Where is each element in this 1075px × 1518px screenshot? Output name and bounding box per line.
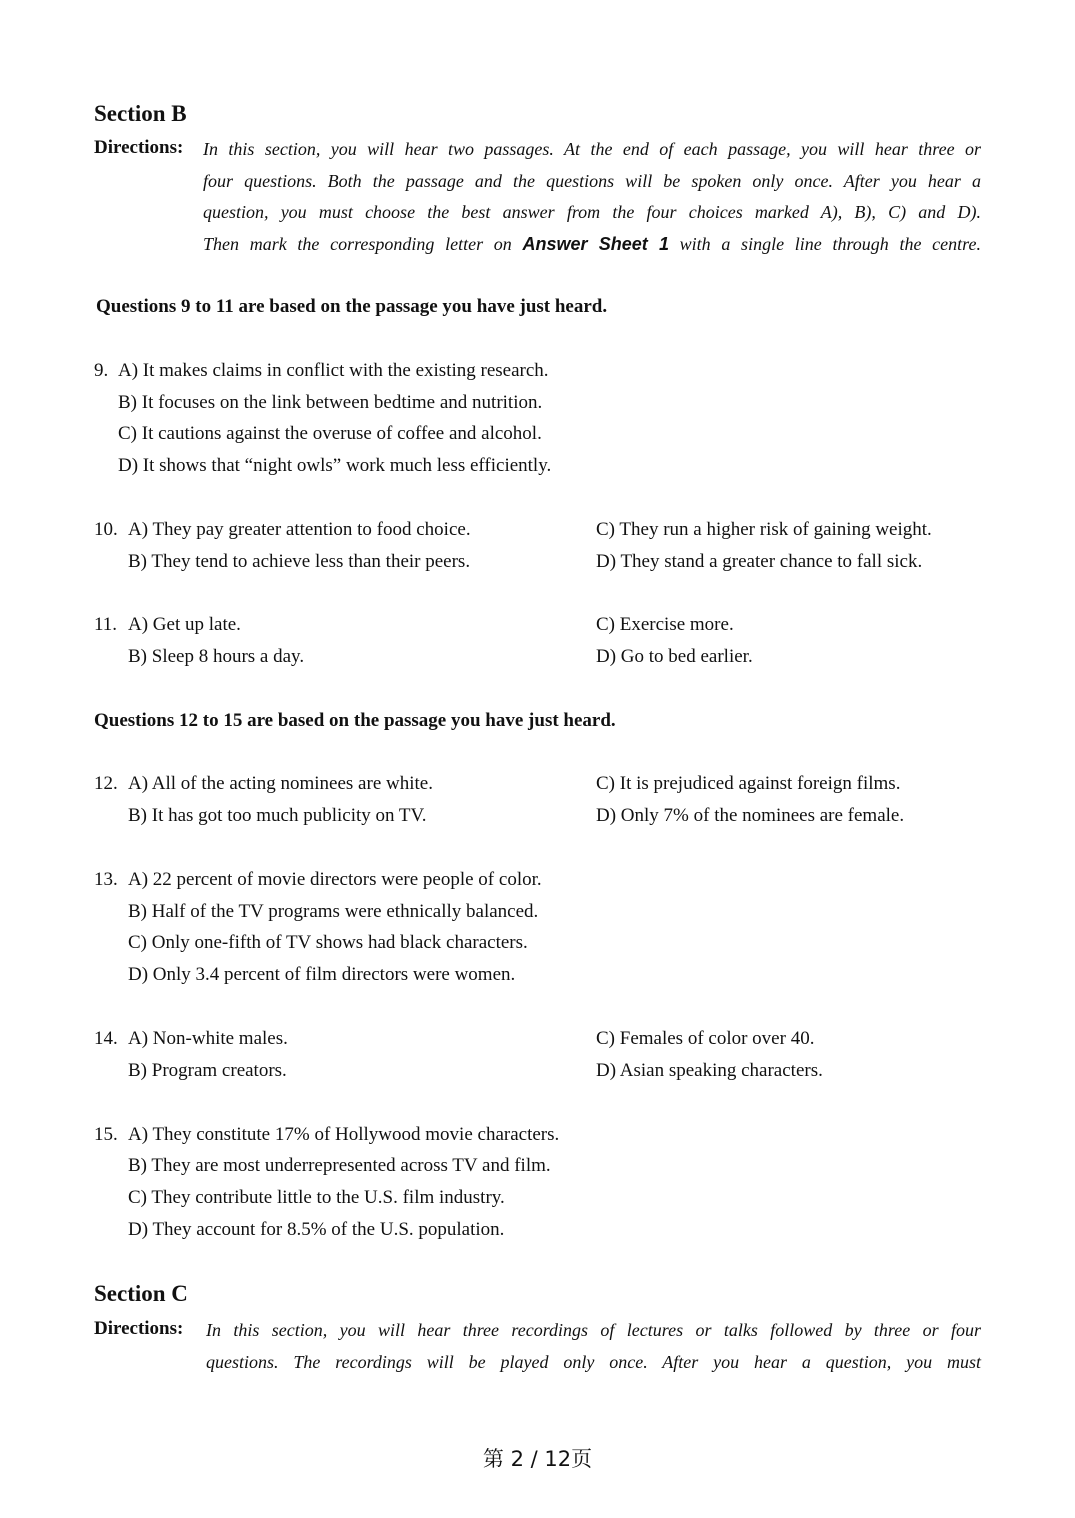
- directions-last-prefix: Then mark the corresponding letter on: [203, 233, 523, 254]
- q14-number: 14.: [94, 1028, 118, 1049]
- q12-option-b[interactable]: B) It has got too much publicity on TV.: [128, 805, 427, 826]
- q13-number: 13.: [94, 869, 118, 890]
- group2-heading: Questions 12 to 15 are based on the passage you have just heard.: [94, 710, 616, 731]
- q13-option-b[interactable]: B) Half of the TV programs were ethnically balanced.: [128, 901, 539, 922]
- section-c-directions-label: Directions:: [94, 1318, 184, 1339]
- q13-option-c[interactable]: C) Only one-fifth of TV shows had black characters.: [128, 932, 528, 953]
- q11-option-d[interactable]: D) Go to bed earlier.: [596, 646, 753, 667]
- q13-option-a[interactable]: A) 22 percent of movie directors were people of color.: [128, 869, 542, 890]
- group1-heading: Questions 9 to 11 are based on the passage you have just heard.: [96, 296, 608, 317]
- q9-number: 9.: [94, 360, 109, 381]
- q15-number: 15.: [94, 1124, 118, 1145]
- directions-line: questions. The recordings will be played only once. After you hear a question, you must: [206, 1351, 981, 1372]
- section-c-title: Section C: [94, 1281, 188, 1306]
- q9-option-a[interactable]: A) It makes claims in conflict with the existing research.: [118, 360, 549, 381]
- q10-number: 10.: [94, 519, 118, 540]
- directions-last-suffix: with a single line through the centre.: [668, 233, 981, 254]
- q14-option-b[interactable]: B) Program creators.: [128, 1060, 287, 1081]
- q12-option-a[interactable]: A) All of the acting nominees are white.: [128, 773, 433, 794]
- q11-option-a[interactable]: A) Get up late.: [128, 614, 241, 635]
- q11-option-b[interactable]: B) Sleep 8 hours a day.: [128, 646, 305, 667]
- q9-option-b[interactable]: B) It focuses on the link between bedtime and nutrition.: [118, 392, 543, 413]
- q9-option-c[interactable]: C) It cautions against the overuse of coffee and alcohol.: [118, 423, 542, 444]
- q9-option-d[interactable]: D) It shows that “night owls” work much less efficiently.: [118, 455, 552, 476]
- directions-line-last: [203, 229, 981, 261]
- section-c-directions-text: [206, 1315, 981, 1378]
- page-number: 第 2 / 12页: [482, 1447, 593, 1471]
- q14-option-a[interactable]: A) Non-white males.: [128, 1028, 288, 1049]
- directions-line: In this section, you will hear three recordings of lectures or talks followed by three or four: [206, 1320, 981, 1340]
- q12-option-d[interactable]: D) Only 7% of the nominees are female.: [596, 805, 905, 826]
- q14-option-c[interactable]: C) Females of color over 40.: [596, 1028, 815, 1049]
- q12-option-c[interactable]: C) It is prejudiced against foreign films.: [596, 773, 901, 794]
- q15-option-a[interactable]: A) They constitute 17% of Hollywood movie characters.: [128, 1124, 560, 1145]
- q11-number: 11.: [94, 614, 118, 635]
- directions-line: four questions. Both the passage and the questions will be spoken only once. After you hear a: [203, 170, 981, 191]
- answer-sheet-label: Answer Sheet 1: [522, 233, 669, 254]
- q12-number: 12.: [94, 773, 118, 794]
- section-b-directions-text: [203, 134, 981, 260]
- q15-option-c[interactable]: C) They contribute little to the U.S. film industry.: [128, 1187, 505, 1208]
- directions-line: question, you must choose the best answer from the four choices marked A), B), C) and D).: [203, 202, 981, 222]
- q10-option-c[interactable]: C) They run a higher risk of gaining weight.: [596, 519, 932, 540]
- q11-option-c[interactable]: C) Exercise more.: [596, 614, 734, 635]
- q10-option-b[interactable]: B) They tend to achieve less than their peers.: [128, 551, 471, 572]
- q15-option-b[interactable]: B) They are most underrepresented across TV and film.: [128, 1155, 551, 1176]
- q15-option-d[interactable]: D) They account for 8.5% of the U.S. population.: [128, 1219, 505, 1240]
- section-b-directions-label: Directions:: [94, 137, 184, 158]
- q14-option-d[interactable]: D) Asian speaking characters.: [596, 1060, 823, 1081]
- directions-line: In this section, you will hear two passages. At the end of each passage, you will hear three or: [203, 139, 981, 159]
- q10-option-a[interactable]: A) They pay greater attention to food choice.: [128, 519, 471, 540]
- section-b-title: Section B: [94, 101, 187, 126]
- q10-option-d[interactable]: D) They stand a greater chance to fall sick.: [596, 551, 923, 572]
- q13-option-d[interactable]: D) Only 3.4 percent of film directors were women.: [128, 964, 516, 985]
